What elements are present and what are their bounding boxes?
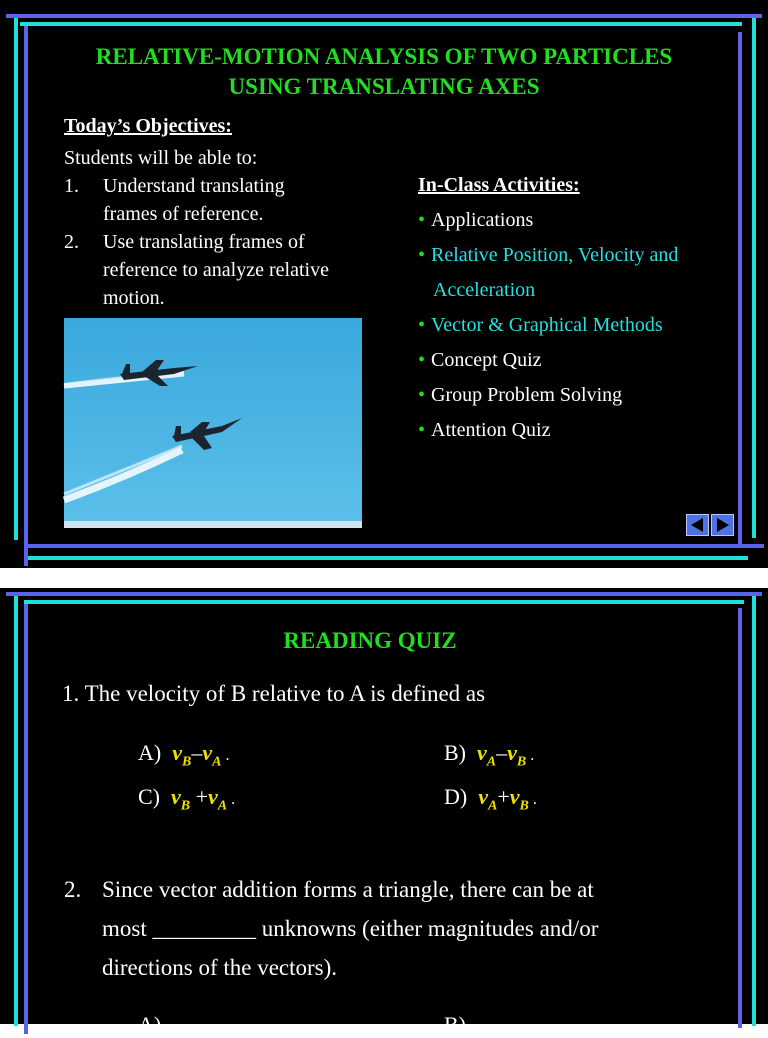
option-c	[138, 784, 235, 814]
activity-text: Group Problem Solving	[431, 384, 623, 406]
activity-item-continued: Acceleration	[433, 279, 536, 301]
top-bar-blue	[6, 592, 762, 596]
vector-term	[478, 784, 498, 814]
vector-term	[509, 784, 529, 814]
period: .	[227, 791, 236, 808]
vector-subscript: B	[180, 798, 191, 814]
activity-item	[418, 378, 738, 413]
vector-symbol: v	[171, 784, 181, 809]
next-slide-button[interactable]	[711, 514, 734, 536]
activities-heading: In-Class Activities:	[418, 174, 580, 196]
objectives-intro: Students will be able to:	[64, 147, 258, 169]
activity-text: Vector & Graphical Methods	[431, 314, 663, 336]
objective-text: motion.	[103, 287, 165, 309]
vector-subscript: B	[181, 754, 192, 770]
vector-symbol: v	[507, 740, 517, 765]
vector-term	[202, 740, 222, 770]
objective-item-2	[64, 228, 404, 312]
question-2	[64, 870, 704, 987]
bullet-icon: •	[418, 349, 426, 371]
prev-slide-button[interactable]	[686, 514, 709, 536]
vector-term	[507, 740, 527, 770]
left-bar-blue	[24, 604, 28, 1034]
objective-item-1	[64, 172, 404, 228]
bullet-icon: •	[418, 314, 426, 336]
jets-illustration	[64, 318, 362, 528]
objective-number: 2.	[64, 231, 79, 253]
activity-item	[418, 343, 738, 378]
bullet-icon: •	[418, 209, 426, 231]
top-bar-blue	[6, 14, 762, 18]
right-bar-blue	[738, 32, 742, 544]
top-bar-cyan	[24, 600, 744, 604]
question-2-line: directions of the vectors).	[102, 955, 338, 980]
quiz-title: READING QUIZ	[283, 628, 457, 653]
slide-2	[0, 588, 768, 1037]
period: .	[526, 747, 535, 764]
left-bar-cyan	[14, 596, 18, 1026]
operator: +	[190, 784, 209, 809]
title-line-1: RELATIVE-MOTION ANALYSIS OF TWO PARTICLES	[95, 44, 673, 69]
vector-term	[172, 740, 192, 770]
vector-symbol: v	[477, 740, 487, 765]
bottom-bar-cyan	[28, 556, 748, 560]
operator: –	[191, 740, 203, 765]
vector-subscript: A	[487, 798, 498, 814]
activity-item	[418, 238, 738, 273]
activity-item	[418, 413, 738, 448]
bottom-bar-blue	[28, 544, 764, 548]
question-2-line: most _________ unknowns (either magnitudes and/or	[102, 916, 599, 941]
operator: –	[496, 740, 508, 765]
activity-text: Relative Position, Velocity and	[431, 244, 679, 266]
option-b	[444, 740, 534, 770]
objective-text: frames of reference.	[103, 203, 264, 225]
option-label: A)	[138, 740, 162, 765]
operator: +	[497, 784, 510, 809]
vector-symbol: v	[478, 784, 488, 809]
activity-item	[418, 308, 738, 343]
objective-text: Use translating frames of	[103, 231, 305, 253]
right-bar-blue	[738, 608, 742, 1028]
activity-text: Applications	[431, 209, 534, 231]
question-1: 1. The velocity of B relative to A is defined as	[62, 681, 486, 706]
option-label: D)	[444, 784, 468, 809]
vector-subscript: A	[486, 754, 497, 770]
activity-item	[418, 203, 738, 238]
right-bar-cyan	[752, 596, 756, 1026]
period: .	[528, 791, 537, 808]
option-label: C)	[138, 784, 160, 809]
vector-symbol: v	[509, 784, 520, 809]
vector-subscript: A	[212, 754, 222, 770]
slide-title	[15, 42, 753, 102]
period: .	[221, 747, 230, 764]
title-line-2: USING TRANSLATING AXES	[228, 74, 540, 99]
activities-section	[418, 168, 738, 448]
option-a	[138, 740, 229, 770]
vector-term	[171, 784, 191, 814]
vector-subscript: B	[519, 798, 529, 814]
objective-number: 1.	[64, 175, 79, 197]
vector-term	[208, 784, 228, 814]
activity-text: Concept Quiz	[431, 349, 542, 371]
partial-option-a: A)	[138, 1012, 162, 1037]
objective-text: reference to analyze relative	[103, 259, 329, 281]
vector-symbol: v	[172, 740, 182, 765]
jets-photo	[64, 318, 362, 528]
question-2-line: Since vector addition forms a triangle, there can be at	[102, 877, 594, 902]
triangle-right-icon	[712, 515, 733, 535]
bullet-icon: •	[418, 244, 426, 266]
vector-term	[477, 740, 497, 770]
activity-text: Attention Quiz	[431, 419, 551, 441]
vector-symbol: v	[202, 740, 213, 765]
option-d	[444, 784, 537, 814]
bullet-icon: •	[418, 419, 426, 441]
partial-option-b: B)	[444, 1012, 466, 1037]
left-bar-blue	[24, 26, 28, 566]
vector-subscript: B	[516, 754, 527, 770]
objective-text: Understand translating	[103, 175, 285, 197]
vector-subscript: A	[217, 798, 228, 814]
option-label: B)	[444, 740, 466, 765]
bullet-icon: •	[418, 384, 426, 406]
objectives-heading: Today’s Objectives:	[64, 115, 232, 137]
objectives-section	[64, 112, 404, 312]
vector-symbol: v	[208, 784, 218, 809]
top-bar-cyan	[20, 22, 742, 26]
triangle-left-icon	[687, 515, 708, 535]
question-2-number: 2.	[64, 877, 82, 902]
